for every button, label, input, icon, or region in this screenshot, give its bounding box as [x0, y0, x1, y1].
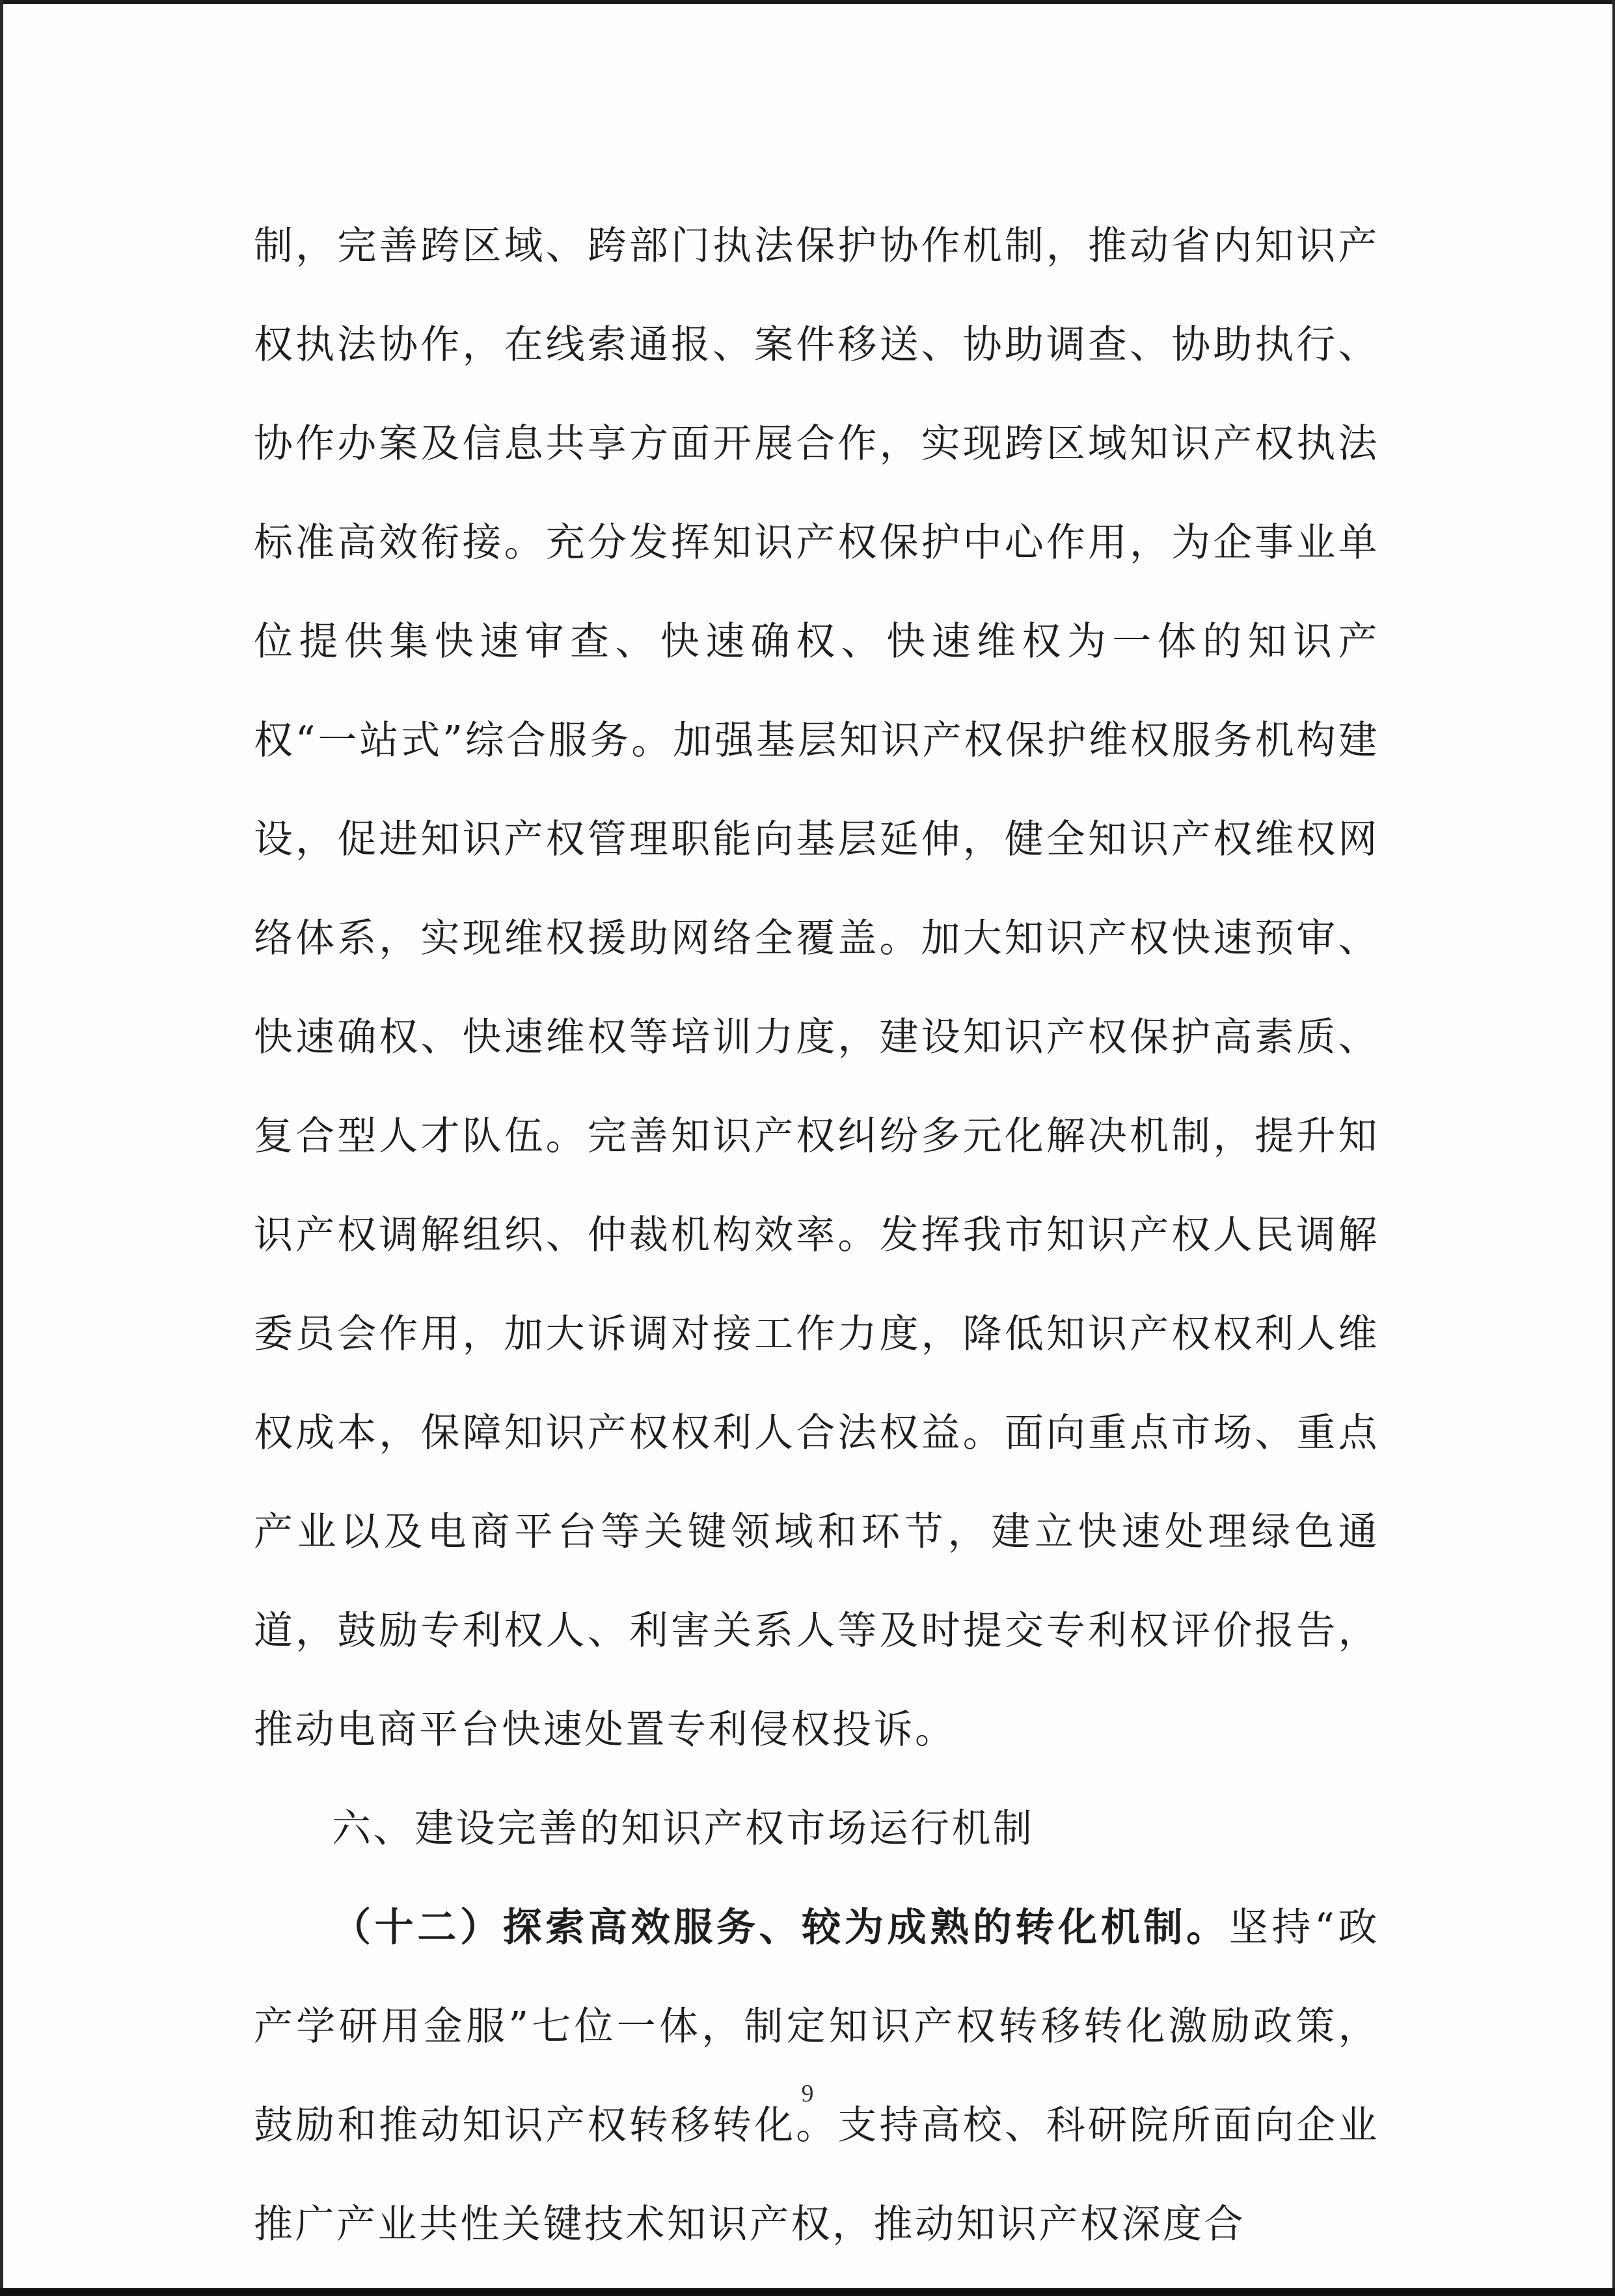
scan-border-top [0, 0, 1615, 4]
subsection-body: 坚持“政产学研用金服”七位一体，制定知识产权转移转化激励政策，鼓励和推动知识产权转移转化。支持高校、科研院所面向企业推广产业共性关键技术知识产权，推动知识产权深度合 [254, 1905, 1379, 2247]
subsection-lead: （十二）探索高效服务、较为成熟的转化机制。 [332, 1905, 1229, 1950]
subsection-paragraph [254, 1878, 1379, 2274]
section-heading: 六、建设完善的知识产权市场运行机制 [332, 1806, 1035, 1852]
scan-border-right [1612, 0, 1615, 2296]
page-number: 9 [801, 2080, 814, 2107]
paragraph-continued: 制，完善跨区域、跨部门执法保护协作机制，推动省内知识产权执法协作，在线索通报、案件移送、协助调查、协助执行、协作办案及信息共享方面开展合作，实现跨区域知识产权执法标准高效衔接。充分发挥知识产权保护中心作用，为企事业单位提供集快速审查、快速确权、快速维权为一体的知识产权“一站式”综合服务。加强基层知识产权保护维权服务机构建设，促进知识产权管理职能向基层延伸，健全知识产权维权网络体系，实现维权援助网络全覆盖。加大知识产权快速预审、快速确权、快速维权等培训力度，建设知识产权保护高素质、复合型人才队伍。完善知识产权纠纷多元化解决机制，提升知识产权调解组织、仲裁机构效率。发挥我市知识产权人民调解委员会作用，加大诉调对接工作力度，降低知识产权权利人维权成本，保障知识产权权利人合法权益。面向重点市场、重点产业以及电商平台等关键领域和环节，建立快速处理绿色通道，鼓励专利权人、利害关系人等及时提交专利权评价报告，推动电商平台快速处置专利侵权投诉。 [254, 223, 1379, 1753]
document-body [254, 197, 1379, 2274]
scan-border-left [0, 0, 3, 2296]
scan-border-bottom [0, 2288, 1615, 2296]
